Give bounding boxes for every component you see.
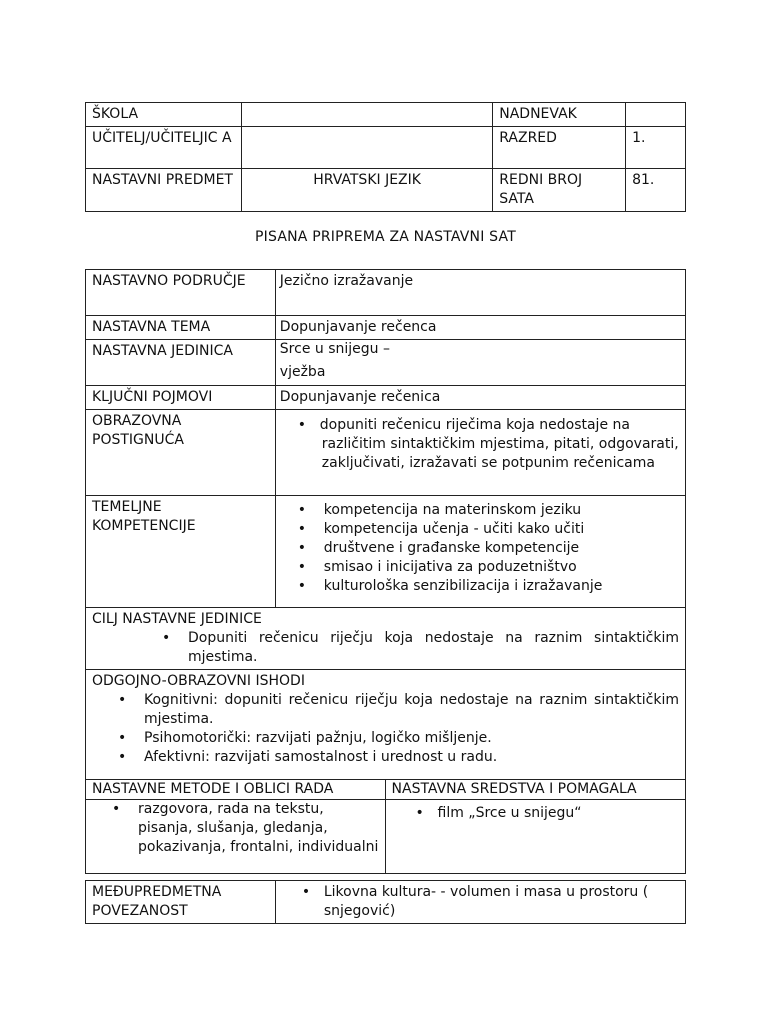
razred-value: 1. — [626, 127, 686, 169]
lesson-plan-table — [85, 269, 686, 874]
kompetencije-list — [298, 501, 679, 596]
ishodi-label: ODGOJNO-OBRAZOVNI ISHODI — [92, 673, 305, 689]
povezanost-list — [302, 883, 679, 921]
predmet-value: HRVATSKI JEZIK — [241, 169, 492, 212]
jedinica-line-1: Srce u snijegu – — [279, 341, 390, 357]
list-item: • razgovora, rada na tekstu, pisanja, slušanja, gledanja, pokazivanja, frontalni, individualni — [112, 800, 379, 857]
postignuca-list — [300, 416, 679, 473]
list-item: • kulturološka senzibilizacija i izražavanje — [298, 577, 679, 596]
podrucje-value: Jezično izražavanje — [275, 270, 685, 316]
sredstva-list — [416, 804, 679, 823]
nadnevak-value — [626, 103, 686, 127]
cilj-label: CILJ NASTAVNE JEDINICE — [92, 611, 262, 627]
ucitelj-value — [241, 127, 492, 169]
cilj-list — [92, 629, 679, 667]
postignuca-label: OBRAZOVNA POSTIGNUĆA — [86, 410, 276, 496]
metode-list — [112, 800, 379, 857]
skola-value — [241, 103, 492, 127]
ucitelj-label: UČITELJ/UČITELJIC A — [86, 127, 242, 169]
list-item: • Likovna kultura- - volumen i masa u prostoru ( snjegović) — [302, 883, 679, 921]
list-item: • smisao i inicijativa za poduzetništvo — [298, 558, 679, 577]
jedinica-value — [275, 340, 685, 386]
pojmovi-label: KLJUČNI POJMOVI — [86, 386, 276, 410]
podrucje-label: NASTAVNO PODRUČJE — [86, 270, 276, 316]
tema-label: NASTAVNA TEMA — [86, 316, 276, 340]
metode-label: NASTAVNE METODE I OBLICI RADA — [86, 780, 386, 800]
list-item: • društvene i građanske kompetencije — [298, 539, 679, 558]
list-item: • Psihomotorički: razvijati pažnju, logičko mišljenje. — [118, 729, 679, 748]
povezanost-label: MEĐUPREDMETNA POVEZANOST — [86, 881, 276, 924]
header-table — [85, 102, 686, 212]
list-item: • Afektivni: razvijati samostalnost i urednost u radu. — [118, 748, 679, 767]
list-item: • Dopuniti rečenicu riječju koja nedostaje na raznim sintaktičkim mjestima. — [162, 629, 679, 667]
povezanost-table — [85, 880, 686, 924]
sredstva-label: NASTAVNA SREDSTVA I POMAGALA — [385, 780, 685, 800]
list-item: • dopuniti rečenicu riječima koja nedostaje na različitim sintaktičkim mjestima, pitati, odgovarati, zaključivati, izražavati se potpunim rečenicama — [300, 416, 679, 473]
ishodi-list — [92, 691, 679, 767]
redni-broj-label: REDNI BROJ SATA — [493, 169, 626, 212]
list-item: • kompetencija na materinskom jeziku — [298, 501, 679, 520]
list-item: • Kognitivni: dopuniti rečenicu riječju koja nedostaje na raznim sintaktičkim mjestima. — [118, 691, 679, 729]
skola-label: ŠKOLA — [86, 103, 242, 127]
pojmovi-value: Dopunjavanje rečenica — [275, 386, 685, 410]
list-item: • kompetencija učenja - učiti kako učiti — [298, 520, 679, 539]
jedinica-label: NASTAVNA JEDINICA — [86, 340, 276, 386]
tema-value: Dopunjavanje rečenca — [275, 316, 685, 340]
razred-label: RAZRED — [493, 127, 626, 169]
nadnevak-label: NADNEVAK — [493, 103, 626, 127]
list-item: • film „Srce u snijegu“ — [416, 804, 679, 823]
page-title: PISANA PRIPREMA ZA NASTAVNI SAT — [255, 229, 516, 245]
kompetencije-label: TEMELJNE KOMPETENCIJE — [86, 496, 276, 608]
redni-broj-value: 81. — [626, 169, 686, 212]
predmet-label: NASTAVNI PREDMET — [86, 169, 242, 212]
jedinica-line-2: vježba — [279, 364, 326, 380]
